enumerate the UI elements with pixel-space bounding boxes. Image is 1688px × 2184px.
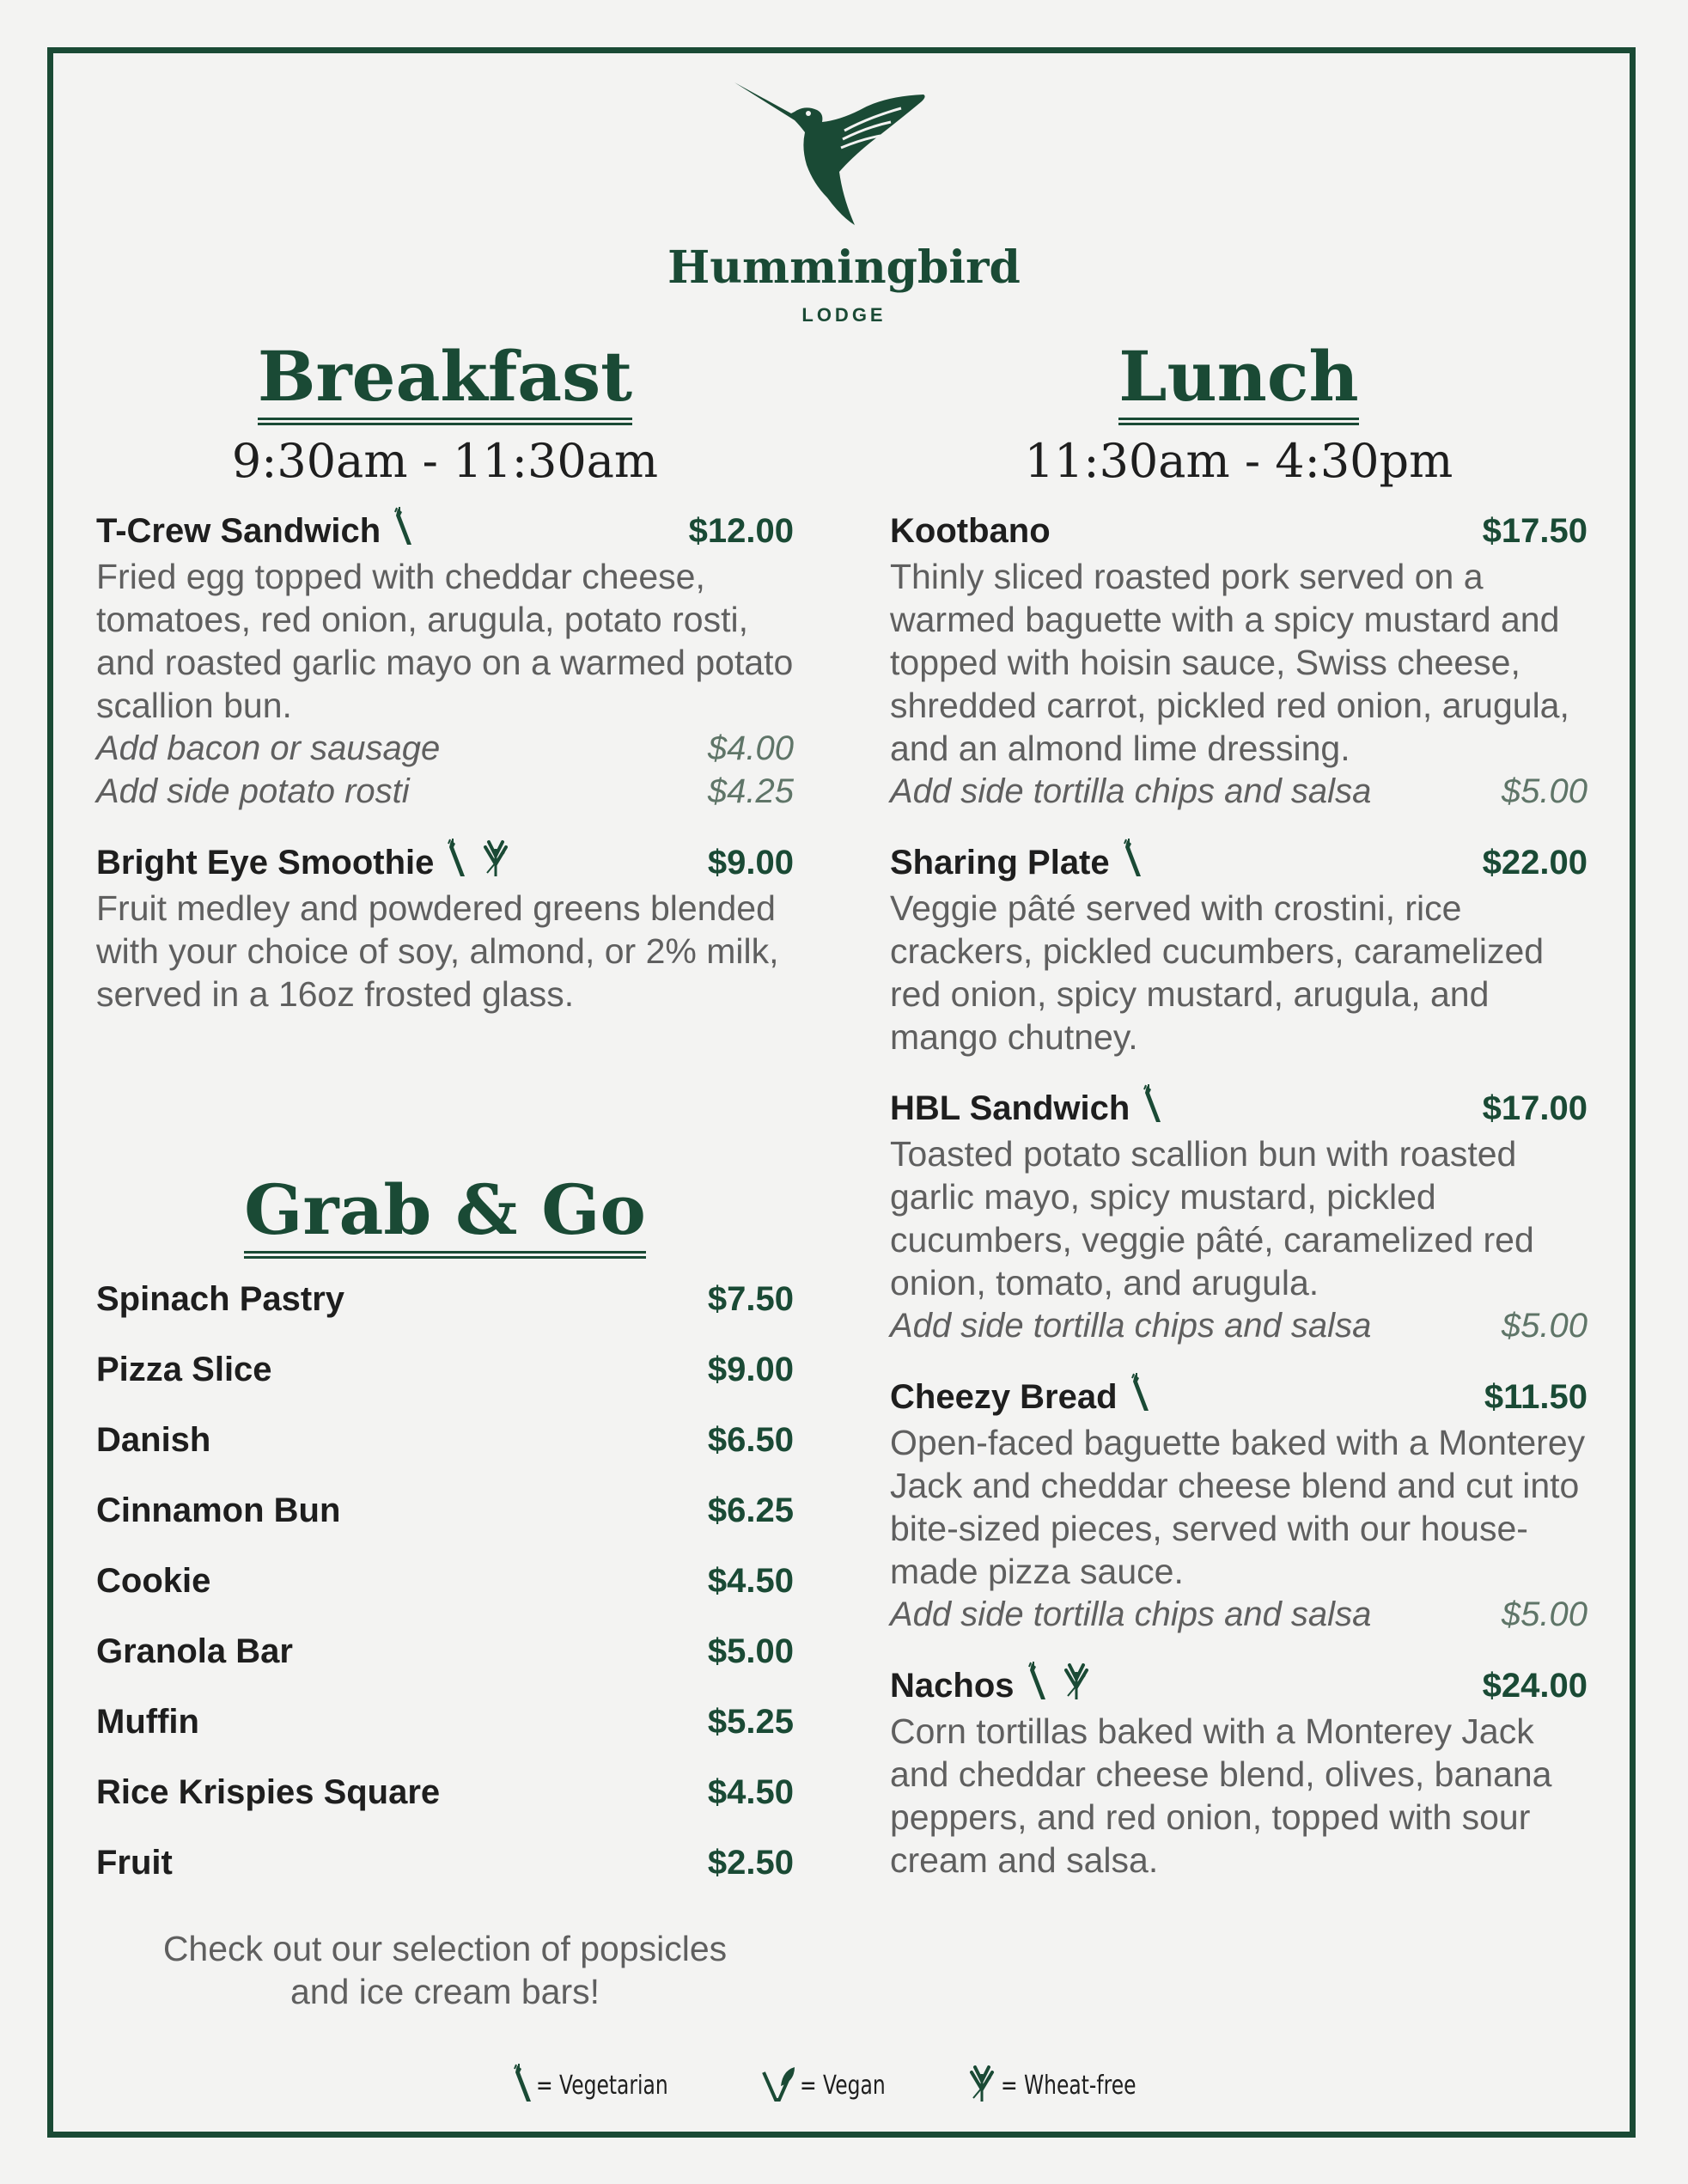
item-name: Nachos bbox=[890, 1666, 1015, 1705]
wheat-icon bbox=[480, 839, 511, 887]
item-price: $9.00 bbox=[707, 843, 794, 882]
grab-go-title: Grab & Go bbox=[244, 1175, 646, 1259]
brand-logo bbox=[0, 79, 1688, 326]
brand-name: Hummingbird bbox=[667, 241, 1021, 294]
addon-price: $4.00 bbox=[707, 729, 794, 768]
addon-price: $5.00 bbox=[1501, 1595, 1587, 1634]
popsicle-note: Check out our selection of popsicles and ice cream bars! bbox=[162, 1929, 728, 2011]
item-name: Spinach Pastry bbox=[96, 1279, 345, 1318]
grab-go-list bbox=[96, 1264, 794, 1898]
item-name: HBL Sandwich bbox=[890, 1089, 1130, 1127]
addon-price: $5.00 bbox=[1501, 1307, 1587, 1345]
item-price: $5.25 bbox=[707, 1702, 794, 1741]
breakfast-items bbox=[96, 507, 794, 1016]
menu-item bbox=[890, 1662, 1587, 1882]
item-description: Toasted potato scallion bun with roasted garlic mayo, spicy mustard, pickled cucumbers, veggie pâté, caramelized red onion, tomato, and arugula. bbox=[890, 1134, 1534, 1303]
carrot-icon bbox=[394, 507, 413, 555]
item-price: $12.00 bbox=[688, 511, 794, 550]
list-item bbox=[96, 1405, 794, 1475]
item-description: Fruit medley and powdered greens blended with your choice of soy, almond, or 2% milk, served in a 16oz frosted glass. bbox=[96, 888, 779, 1015]
legend-wheat-free bbox=[966, 2064, 1174, 2108]
item-name: Cookie bbox=[96, 1561, 211, 1600]
addon-row bbox=[96, 727, 794, 770]
item-description: Open-faced baguette baked with a Monterey Jack and cheddar cheese blend and cut into bite-sized pieces, served with our house-made pizza sauce. bbox=[890, 1423, 1586, 1592]
item-name: Granola Bar bbox=[96, 1632, 293, 1670]
carrot-icon bbox=[1143, 1084, 1162, 1132]
item-name: Kootbano bbox=[890, 511, 1051, 550]
legend-label: = Vegan bbox=[800, 2071, 886, 2101]
list-item bbox=[96, 1546, 794, 1616]
item-name: Bright Eye Smoothie bbox=[96, 843, 435, 882]
item-description: Fried egg topped with cheddar cheese, tomatoes, red onion, arugula, potato rosti, and roasted garlic mayo on a warmed potato scallion bun. bbox=[96, 557, 794, 726]
carrot-icon bbox=[1131, 1373, 1150, 1421]
list-item bbox=[96, 1827, 794, 1898]
item-name: Rice Krispies Square bbox=[96, 1772, 441, 1811]
menu-item bbox=[890, 1373, 1587, 1636]
item-price: $2.50 bbox=[707, 1843, 794, 1882]
carrot-icon bbox=[1124, 839, 1143, 887]
item-price: $17.00 bbox=[1482, 1089, 1587, 1127]
vegan-icon bbox=[762, 2065, 796, 2106]
list-item bbox=[96, 1757, 794, 1827]
menu-item bbox=[890, 507, 1587, 813]
item-name: Fruit bbox=[96, 1843, 173, 1882]
item-name: Danish bbox=[96, 1420, 211, 1459]
legend-label: = Wheat-free bbox=[1000, 2071, 1137, 2101]
legend-label: = Vegetarian bbox=[536, 2071, 668, 2101]
item-price: $24.00 bbox=[1482, 1666, 1587, 1705]
item-price: $11.50 bbox=[1484, 1377, 1587, 1416]
addon-label: Add side potato rosti bbox=[96, 772, 410, 811]
item-price: $6.50 bbox=[707, 1420, 794, 1459]
carrot-icon bbox=[514, 2064, 533, 2108]
brand-subtitle: LODGE bbox=[801, 304, 887, 326]
item-name: Muffin bbox=[96, 1702, 199, 1741]
addon-price: $4.25 bbox=[707, 772, 794, 811]
list-item bbox=[96, 1334, 794, 1405]
list-item bbox=[96, 1475, 794, 1546]
item-name: Cheezy Bread bbox=[890, 1377, 1118, 1416]
addon-row bbox=[890, 770, 1587, 813]
item-description: Corn tortillas baked with a Monterey Jack and cheddar cheese blend, olives, banana peppers, and red onion, topped with sour cream and salsa. bbox=[890, 1711, 1552, 1881]
item-price: $5.00 bbox=[707, 1632, 794, 1670]
hummingbird-icon bbox=[733, 79, 956, 234]
wheat-icon bbox=[966, 2064, 997, 2108]
breakfast-title: Breakfast bbox=[258, 342, 632, 425]
breakfast-section bbox=[96, 336, 794, 1016]
lunch-items bbox=[890, 507, 1587, 1882]
item-price: $17.50 bbox=[1482, 511, 1587, 550]
lunch-hours: 11:30am - 4:30pm bbox=[1024, 434, 1453, 488]
dietary-legend bbox=[0, 2064, 1688, 2108]
carrot-icon bbox=[448, 839, 466, 887]
item-price: $9.00 bbox=[707, 1350, 794, 1388]
list-item bbox=[96, 1687, 794, 1757]
addon-price: $5.00 bbox=[1501, 772, 1587, 811]
addon-label: Add bacon or sausage bbox=[96, 729, 441, 768]
lunch-section bbox=[890, 336, 1587, 1882]
addon-row bbox=[96, 770, 794, 813]
item-price: $4.50 bbox=[707, 1561, 794, 1600]
item-name: Pizza Slice bbox=[96, 1350, 272, 1388]
item-price: $6.25 bbox=[707, 1491, 794, 1529]
addon-row bbox=[890, 1304, 1587, 1347]
grab-go-section bbox=[96, 1169, 794, 2013]
breakfast-hours: 9:30am - 11:30am bbox=[231, 434, 659, 488]
item-description: Thinly sliced roasted pork served on a warmed baguette with a spicy mustard and topped with hoisin sauce, Swiss cheese, shredded carrot, pickled red onion, arugula, and an almond lime dressing. bbox=[890, 557, 1569, 769]
item-price: $4.50 bbox=[707, 1772, 794, 1811]
addon-row bbox=[890, 1593, 1587, 1636]
item-description: Veggie pâté served with crostini, rice crackers, pickled cucumbers, caramelized red onion, spicy mustard, arugula, and mango chutney. bbox=[890, 888, 1545, 1058]
addon-label: Add side tortilla chips and salsa bbox=[890, 772, 1372, 811]
wheat-icon bbox=[1061, 1662, 1092, 1710]
menu-item bbox=[890, 1084, 1587, 1347]
legend-vegan bbox=[762, 2065, 910, 2106]
menu-item bbox=[96, 507, 794, 813]
item-name: T-Crew Sandwich bbox=[96, 511, 381, 550]
list-item bbox=[96, 1264, 794, 1334]
lunch-title: Lunch bbox=[1118, 342, 1358, 425]
item-name: Sharing Plate bbox=[890, 843, 1110, 882]
item-price: $7.50 bbox=[707, 1279, 794, 1318]
item-name: Cinnamon Bun bbox=[96, 1491, 341, 1529]
item-price: $22.00 bbox=[1482, 843, 1587, 882]
carrot-icon bbox=[1028, 1662, 1047, 1710]
list-item bbox=[96, 1616, 794, 1687]
addon-label: Add side tortilla chips and salsa bbox=[890, 1307, 1372, 1345]
menu-item bbox=[96, 839, 794, 1016]
legend-vegetarian bbox=[514, 2064, 705, 2108]
menu-item bbox=[890, 839, 1587, 1058]
addon-label: Add side tortilla chips and salsa bbox=[890, 1595, 1372, 1634]
